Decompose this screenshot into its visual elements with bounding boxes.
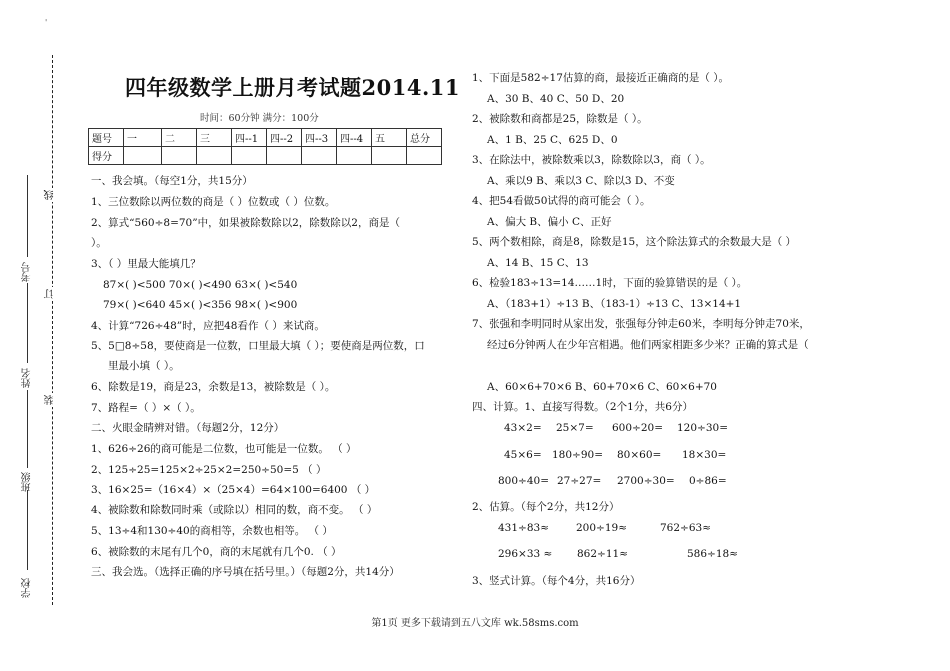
question-line: 2、125÷25=125×2÷25×2=250÷50=5 （ ） xyxy=(91,464,327,476)
calc-item: 43×2= xyxy=(504,422,542,434)
section-heading-vertical-calc: 3、竖式计算。（每个4分，共16分） xyxy=(472,575,641,587)
estimate-item: 431÷83≈ xyxy=(498,522,549,534)
question-line: 87×( )<500 70×( )<490 63×( )<540 xyxy=(103,279,298,291)
question-line: 1、626÷26的商可能是二位数，也可能是一位数。 （ ） xyxy=(91,443,357,455)
question-line: 3、（ ）里最大能填几？ xyxy=(91,258,201,270)
seal-word-pack: 装 xyxy=(45,395,56,405)
class-blank-line xyxy=(27,390,28,468)
label-school: 学校 xyxy=(22,578,33,598)
question-line: 经过6分钟两人在少年宫相遇。他们两家相距多少米？正确的算式是（ xyxy=(487,339,809,351)
choice-line: A、30 B、40 C、50 D、20 xyxy=(487,93,625,105)
score-input-cell[interactable] xyxy=(267,147,302,165)
score-cell: 四--3 xyxy=(302,129,337,147)
question-line: 3、16×25=（16×4）×（25×4）=64×100=6400 （ ） xyxy=(91,484,376,496)
question-line: 5、两个数相除，商是8，除数是15，这个除法算式的余数最大是（ ） xyxy=(472,236,797,248)
estimate-item: 586÷18≈ xyxy=(687,548,738,560)
score-cell: 题号 xyxy=(89,129,124,147)
calc-item: 0÷86= xyxy=(689,475,727,487)
question-line: 6、检验183÷13=14……1时，下面的验算错误的是（ ）。 xyxy=(472,277,748,289)
question-line: 79×( )<640 45×( )<356 98×( )<900 xyxy=(103,299,298,311)
question-line: 里最小填（ ）。 xyxy=(108,360,180,372)
page-footer: 第1页 更多下载请到五八文库 wk.58sms.com xyxy=(371,618,579,629)
calc-item: 800÷40= xyxy=(498,475,549,487)
calc-item: 80×60= xyxy=(617,449,662,461)
calc-item: 120÷30= xyxy=(677,422,728,434)
choice-line: A、偏大 B、偏小 C、正好 xyxy=(487,216,612,228)
score-cell: 一 xyxy=(124,129,162,147)
calc-item: 2700÷30= xyxy=(617,475,675,487)
score-cell: 总分 xyxy=(407,129,442,147)
section-heading-estimate: 2、估算。（每个2分，共12分） xyxy=(472,501,620,513)
estimate-item: 862÷11≈ xyxy=(577,548,628,560)
section-heading-choose: 三、我会选。（选择正确的序号填在括号里。）（每题2分，共14分） xyxy=(91,566,400,578)
question-line: 3、在除法中，被除数乘以3，除数除以3，商（ ）。 xyxy=(472,154,711,166)
score-cell: 四--2 xyxy=(267,129,302,147)
score-table xyxy=(88,128,442,165)
score-input-cell[interactable] xyxy=(302,147,337,165)
page-title: 四年级数学上册月考试题2014.11 xyxy=(125,75,460,100)
question-line: ）。 xyxy=(91,237,107,249)
label-exam-number: 考号 xyxy=(22,262,33,282)
score-input-cell[interactable] xyxy=(407,147,442,165)
question-line: 5、13÷4和130÷40的商相等，余数也相等。 （ ） xyxy=(91,525,333,537)
exam-number-blank-line xyxy=(27,175,28,257)
exam-info: 时间：60分钟 满分：100分 xyxy=(200,113,319,124)
school-blank-line xyxy=(27,490,28,570)
section-heading-fill: 一、我会填。（每空1分，共15分） xyxy=(91,175,253,187)
binding-margin xyxy=(0,0,70,671)
score-table-score-row xyxy=(89,147,442,165)
question-line: 1、下面是582÷17估算的商，最接近正确商的是（ ）。 xyxy=(472,72,729,84)
calc-item: 180÷90= xyxy=(552,449,603,461)
score-row-label: 得分 xyxy=(89,147,124,165)
choice-line: A、乘以9 B、乘以3 C、除以3 D、不变 xyxy=(487,175,675,187)
choice-line: A、14 B、15 C、13 xyxy=(487,257,589,269)
calc-item: 45×6= xyxy=(504,449,542,461)
score-input-cell[interactable] xyxy=(162,147,197,165)
choice-line: A、（183+1）÷13 B、（183-1）÷13 C、13×14+1 xyxy=(487,298,742,310)
choice-line: A、60×6+70×6 B、60+70×6 C、60×6+70 xyxy=(487,381,717,393)
score-input-cell[interactable] xyxy=(337,147,372,165)
score-input-cell[interactable] xyxy=(232,147,267,165)
question-line: 1、三位数除以两位数的商是（ ）位数或（ ）位数。 xyxy=(91,196,336,208)
question-line: 4、被除数和除数同时乘（或除以）相同的数，商不变。 （ ） xyxy=(91,504,378,516)
section-heading-calc: 四、计算。1、直接写得数。（2个1分，共6分） xyxy=(472,401,693,413)
choice-line: A、1 B、25 C、625 D、0 xyxy=(487,134,618,146)
seal-word-line: 线 xyxy=(45,190,56,200)
score-table-header-row xyxy=(89,129,442,147)
question-line: 2、被除数和商都是25，除数是（ ）。 xyxy=(472,113,648,125)
score-cell: 三 xyxy=(197,129,232,147)
name-blank-line xyxy=(27,283,28,363)
score-input-cell[interactable] xyxy=(372,147,407,165)
seal-word-bind: 订 xyxy=(45,289,56,299)
score-cell: 四--1 xyxy=(232,129,267,147)
score-input-cell[interactable] xyxy=(197,147,232,165)
calc-item: 18×30= xyxy=(682,449,727,461)
score-cell: 四--4 xyxy=(337,129,372,147)
calc-item: 600÷20= xyxy=(612,422,663,434)
corner-mark: ' xyxy=(45,18,48,27)
section-heading-judge: 二、火眼金睛辨对错。（每题2分，12分） xyxy=(91,422,285,434)
question-line: 2、算式“560÷8=70”中，如果被除数除以2，除数除以2，商是（ xyxy=(91,217,400,229)
estimate-item: 296×33 ≈ xyxy=(498,548,553,560)
score-input-cell[interactable] xyxy=(124,147,162,165)
question-line: 5、5□8÷58，要使商是一位数，口里最大填（ ）；要使商是两位数，口 xyxy=(91,340,425,352)
calc-item: 27÷27= xyxy=(557,475,602,487)
score-cell: 二 xyxy=(162,129,197,147)
question-line: 7、路程=（ ）×（ ）。 xyxy=(91,402,201,414)
question-line: 6、除数是19，商是23，余数是13，被除数是（ ）。 xyxy=(91,381,336,393)
calc-item: 25×7= xyxy=(556,422,594,434)
question-line: 4、计算“726÷48”时，应把48看作（ ）来试商。 xyxy=(91,320,325,332)
label-class: 班级 xyxy=(22,472,33,492)
question-line: 4、把54看做50试得的商可能会（ ）。 xyxy=(472,195,651,207)
score-cell: 五 xyxy=(372,129,407,147)
estimate-item: 200÷19≈ xyxy=(576,522,627,534)
question-line: 7、张强和李明同时从家出发，张强每分钟走60米，李明每分钟走70米， xyxy=(472,318,810,330)
binding-dashed-line xyxy=(52,55,53,605)
label-name: 姓名 xyxy=(22,368,33,388)
question-line: 6、被除数的末尾有几个0，商的末尾就有几个0. （ ） xyxy=(91,546,342,558)
estimate-item: 762÷63≈ xyxy=(660,522,711,534)
